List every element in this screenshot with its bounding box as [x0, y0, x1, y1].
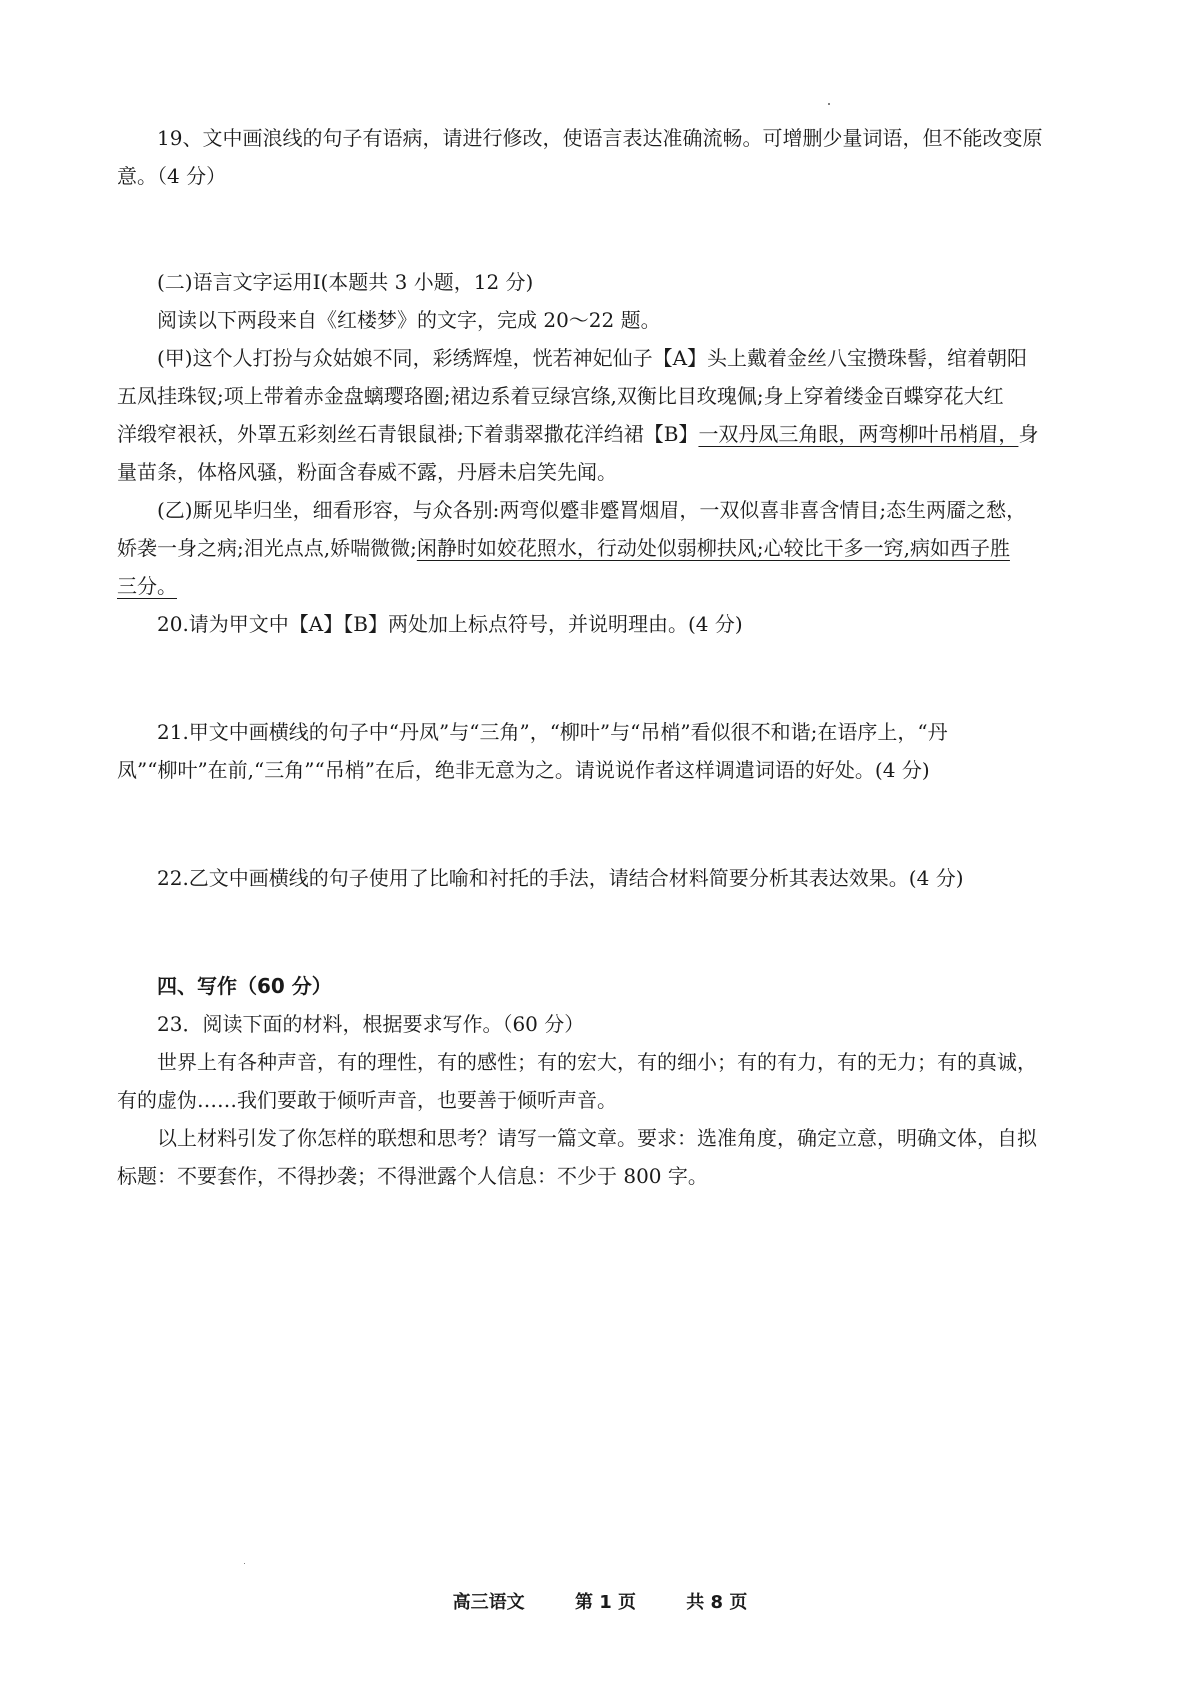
section-2: [117, 263, 1092, 339]
question-19: [117, 119, 1092, 195]
passage-a: [117, 339, 1092, 491]
section-4: [117, 967, 1092, 1195]
task-line2: 标题：不要套作，不得抄袭；不得泄露个人信息：不少于 800 字。: [117, 1164, 708, 1188]
passage-b-line2: [117, 529, 1092, 567]
q19-line2: 意。（4 分）: [117, 164, 227, 188]
footer-page-number: 第 1 页: [574, 1592, 636, 1613]
q21-line2: 凤”“柳叶”在前,“三角”“吊梢”在后，绝非无意为之。请说说作者这样调遣词语的好处。(4 分): [117, 758, 930, 782]
passage-a-line2: 五凤挂珠钗;项上带着赤金盘螭璎珞圈;裙边系着豆绿宫绦,双衡比目玫瑰佩;身上穿着缕金百蝶穿花大红: [117, 384, 1004, 408]
passage-b-underlined-sentence: 闲静时如姣花照水，行动处似弱柳扶风;心较比干多一窍,病如西子胜: [416, 536, 1010, 560]
footer-subject: 高三语文: [452, 1592, 525, 1613]
passage-b-underlined-end: 三分。: [117, 574, 177, 598]
passage-a-line4: 量苗条，体格风骚，粉面含春威不露，丹唇未启笑先闻。: [117, 460, 617, 484]
q22-text: 22.乙文中画横线的句子使用了比喻和衬托的手法，请结合材料简要分析其表达效果。(4 分): [157, 866, 964, 890]
question-22: [117, 859, 1092, 897]
section-2-heading: (二)语言文字运用Ⅰ(本题共 3 小题，12 分): [157, 270, 534, 294]
q20-text: 20.请为甲文中【A】【B】两处加上标点符号，并说明理由。(4 分): [157, 612, 743, 636]
passage-b-line3: [117, 567, 1092, 605]
q21-line1: 21.甲文中画横线的句子中“丹凤”与“三角”，“柳叶”与“吊梢”看似很不和谐;在语序上，“丹: [157, 720, 948, 744]
footer-total-pages: 共 8 页: [686, 1592, 748, 1613]
scan-dot: [828, 103, 830, 105]
passage-a-line3: [117, 415, 1092, 453]
material-line2: 有的虚伪……我们要敢于倾听声音，也要善于倾听声音。: [117, 1088, 617, 1112]
passage-b-line1: (乙)厮见毕归坐，细看形容，与众各别:两弯似蹙非蹙罥烟眉，一双似喜非喜含情目;态生两靥之愁，: [157, 498, 1027, 522]
question-20: [117, 605, 1092, 643]
task-line1: 以上材料引发了你怎样的联想和思考？请写一篇文章。要求：选准角度，确定立意，明确文体，自拟: [157, 1126, 1037, 1150]
material-line1: 世界上有各种声音，有的理性，有的感性；有的宏大，有的细小；有的有力，有的无力；有的真诚，: [157, 1050, 1037, 1074]
passage-a-line3-tail: 身: [1018, 422, 1039, 446]
scan-dot: [244, 1563, 245, 1564]
passage-b-line2-text: 娇袭一身之病;泪光点点,娇喘微微;: [117, 536, 417, 560]
section-2-intro: 阅读以下两段来自《红楼梦》的文字，完成 20～22 题。: [157, 308, 661, 332]
question-21: [117, 713, 1092, 789]
passage-a-line3-text: 洋缎窄裉袄，外罩五彩刻丝石青银鼠褂;下着翡翠撒花洋绉裙【B】: [117, 422, 699, 446]
question-23: 23．阅读下面的材料，根据要求写作。（60 分）: [157, 1012, 585, 1036]
passage-a-line1: (甲)这个人打扮与众姑娘不同，彩绣辉煌，恍若神妃仙子【A】头上戴着金丝八宝攒珠髻，绾着朝阳: [157, 346, 1028, 370]
section-4-heading: 四、写作（60 分）: [157, 974, 332, 998]
passage-a-underlined-sentence: 一双丹凤三角眼，两弯柳叶吊梢眉，: [698, 422, 1019, 446]
page-footer: [0, 1588, 1200, 1614]
passage-b: [117, 491, 1092, 605]
q19-line1: 19、文中画浪线的句子有语病，请进行修改，使语言表达准确流畅。可增删少量词语，但不能改变原: [157, 126, 1043, 150]
